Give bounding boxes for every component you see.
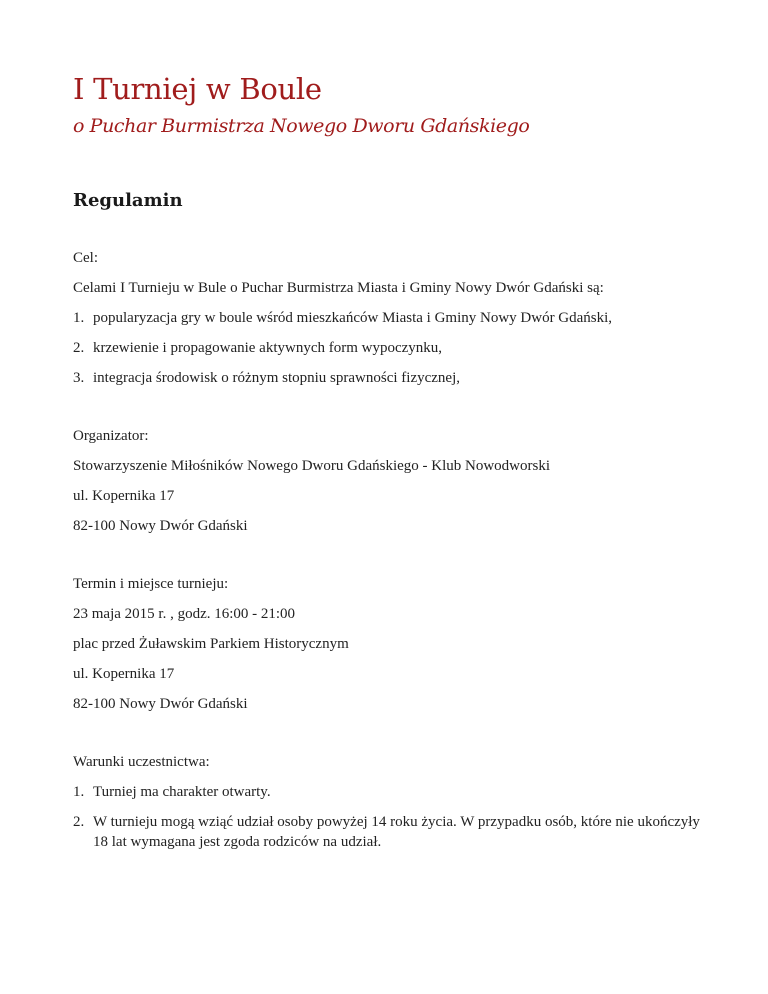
section-label: Organizator: <box>73 428 149 444</box>
section-label: Cel: <box>73 250 98 266</box>
section-label: Warunki uczestnictwa: <box>73 754 210 770</box>
list-item-number: 3. <box>73 370 85 386</box>
event-city: 82-100 Nowy Dwór Gdański <box>73 696 248 712</box>
list-item-number: 2. <box>73 340 85 356</box>
event-place: plac przed Żuławskim Parkiem Historycznym <box>73 636 349 652</box>
section-heading: Regulamin <box>73 190 183 211</box>
conditions-list <box>73 782 703 852</box>
list-item <box>73 368 703 388</box>
list-item-number: 2. <box>73 814 85 830</box>
organizer-city: 82-100 Nowy Dwór Gdański <box>73 518 248 534</box>
list-item <box>73 812 703 852</box>
list-item <box>73 782 703 802</box>
organizer-street: ul. Kopernika 17 <box>73 488 175 504</box>
list-item-text: integracja środowisk o różnym stopniu sprawności fizycznej, <box>93 370 460 386</box>
section-organizator <box>73 426 703 536</box>
list-item-text: W turnieju mogą wziąć udział osoby powyżej 14 roku życia. W przypadku osób, które nie ukończyły 18 lat wymagana jest zgoda rodziców na udział. <box>93 814 700 850</box>
list-item-text: krzewienie i propagowanie aktywnych form wypoczynku, <box>93 340 443 356</box>
event-street: ul. Kopernika 17 <box>73 666 175 682</box>
list-item-number: 1. <box>73 310 85 326</box>
document-title: I Turniej w Boule <box>73 72 322 106</box>
event-date: 23 maja 2015 r. , godz. 16:00 - 21:00 <box>73 606 296 622</box>
document-page <box>73 70 703 852</box>
section-label: Termin i miejsce turnieju: <box>73 576 229 592</box>
section-warunki <box>73 752 703 852</box>
list-item <box>73 308 703 328</box>
section-intro: Celami I Turnieju w Bule o Puchar Burmistrza Miasta i Gminy Nowy Dwór Gdański są: <box>73 280 604 296</box>
list-item-text: popularyzacja gry w boule wśród mieszkańców Miasta i Gminy Nowy Dwór Gdański, <box>93 310 613 326</box>
list-item-number: 1. <box>73 784 85 800</box>
organizer-name: Stowarzyszenie Miłośników Nowego Dworu Gdańskiego - Klub Nowodworski <box>73 458 551 474</box>
goals-list <box>73 308 703 388</box>
section-termin <box>73 574 703 714</box>
document-subtitle: o Puchar Burmistrza Nowego Dworu Gdańskiego <box>73 115 530 137</box>
section-cel <box>73 248 703 388</box>
list-item-text: Turniej ma charakter otwarty. <box>93 784 271 800</box>
list-item <box>73 338 703 358</box>
